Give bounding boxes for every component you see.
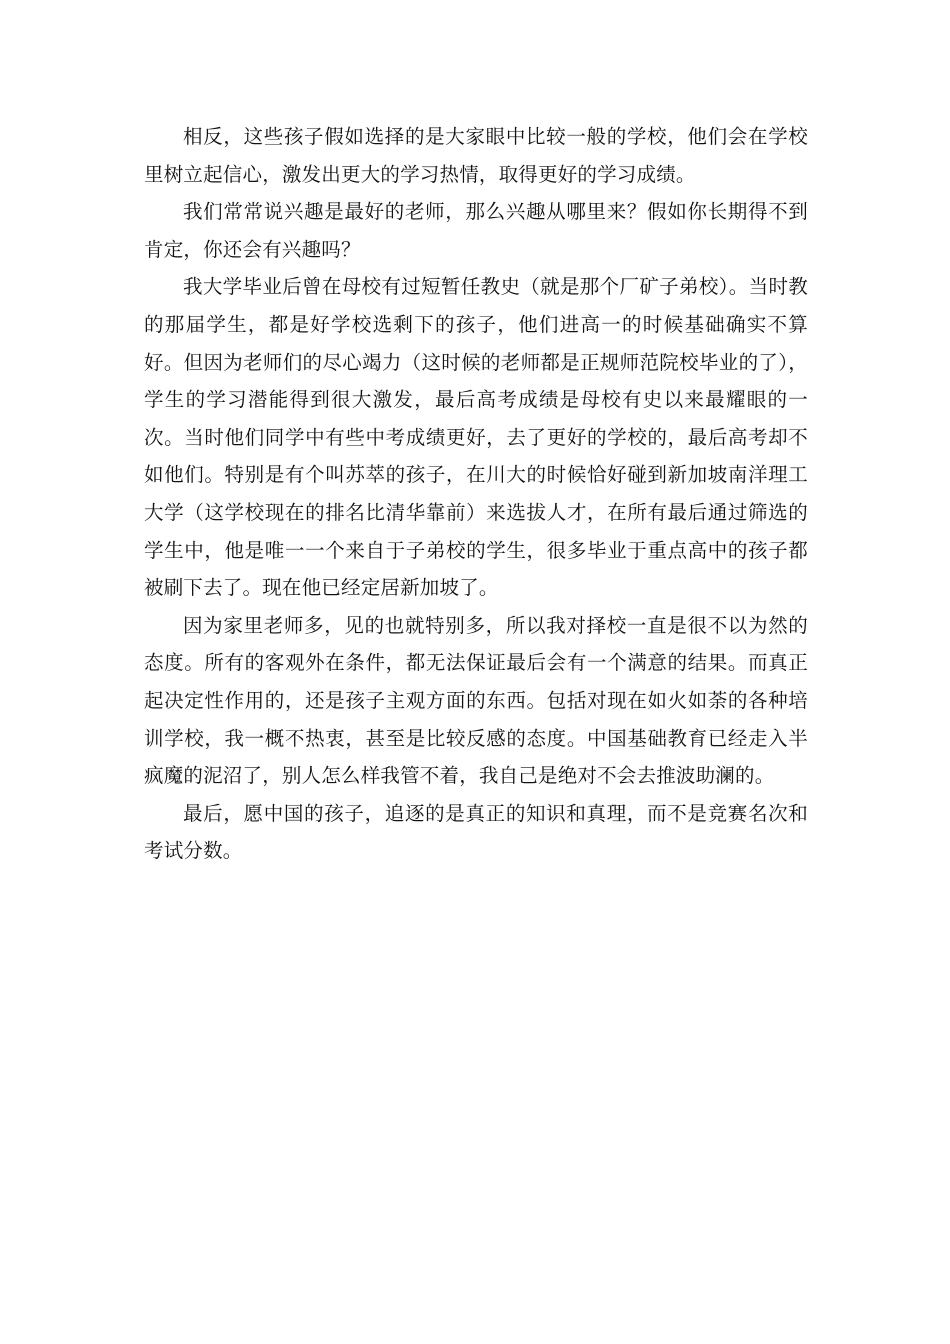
paragraph: 我们常常说兴趣是最好的老师，那么兴趣从哪里来？假如你长期得不到肯定，你还会有兴趣吗？	[144, 200, 808, 261]
paragraph: 我大学毕业后曾在母校有过短暂任教史（就是那个厂矿子弟校）。当时教的那届学生，都是好学校选剩下的孩子，他们进高一的时候基础确实不算好。但因为老师们的尽心竭力（这时候的老师都是正规师范院校毕业的了），学生的学习潜能得到很大激发，最后高考成绩是母校有史以来最耀眼的一次。当时他们同学中有些中考成绩更好，去了更好的学校的，最后高考却不如他们。特别是有个叫苏萃的孩子，在川大的时候恰好碰到新加坡南洋理工大学（这学校现在的排名比清华靠前）来选拔人才，在所有最后通过筛选的学生中，他是唯一一个来自于子弟校的学生，很多毕业于重点高中的孩子都被刷下去了。现在他已经定居新加坡了。	[144, 275, 808, 600]
paragraph: 最后，愿中国的孩子，追逐的是真正的知识和真理，而不是竞赛名次和考试分数。	[144, 801, 808, 863]
document-body	[144, 118, 808, 870]
paragraph: 因为家里老师多，见的也就特别多，所以我对择校一直是很不以为然的态度。所有的客观外在条件，都无法保证最后会有一个满意的结果。而真正起决定性作用的，还是孩子主观方面的东西。包括对现在如火如荼的各种培训学校，我一概不热衷，甚至是比较反感的态度。中国基础教育已经走入半疯魔的泥沼了，别人怎么样我管不着，我自己是绝对不会去推波助澜的。	[144, 613, 808, 788]
paragraph: 相反，这些孩子假如选择的是大家眼中比较一般的学校，他们会在学校里树立起信心，激发出更大的学习热情，取得更好的学习成绩。	[144, 125, 808, 186]
